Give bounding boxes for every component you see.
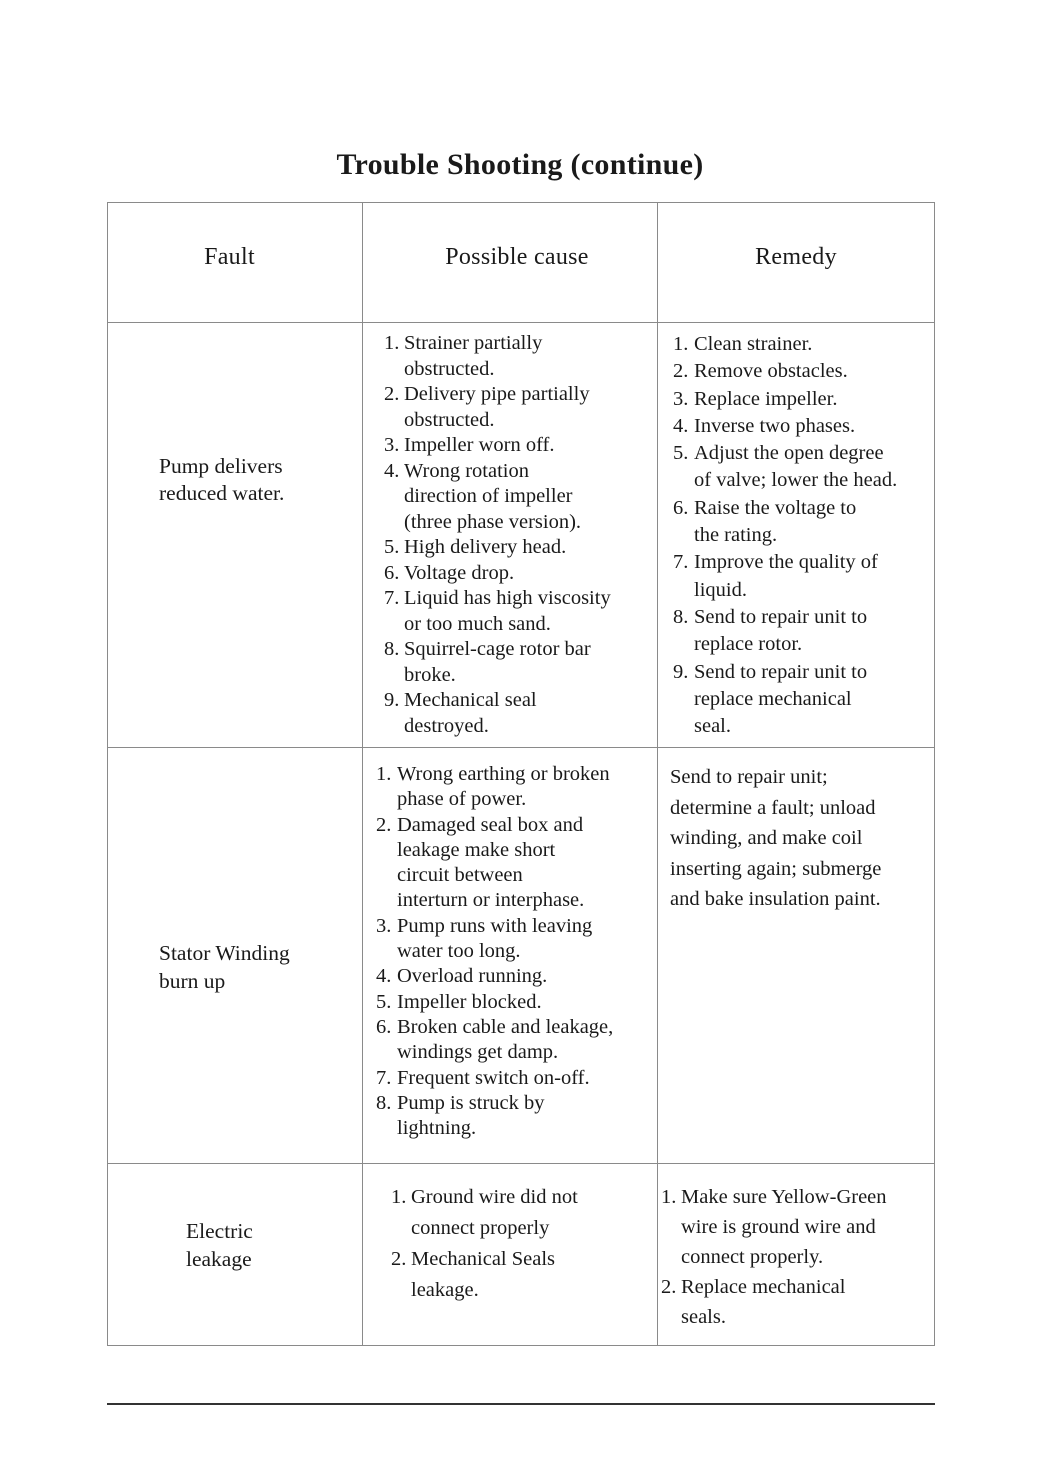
cause-item [376,1066,613,1091]
remedy-list [661,1182,887,1332]
cause-item [376,914,613,939]
item-number: 7. [384,587,400,609]
item-text: Replace impeller. [694,387,838,410]
remedy-item [673,659,897,686]
item-text: Overload running. [397,965,548,988]
item-text: Pump runs with leaving [397,914,593,937]
remedy-item [673,713,897,740]
item-text: leakage make short [397,838,556,861]
item-text: High delivery head. [404,536,567,558]
item-text: connect properly [411,1217,550,1239]
cause-item [391,1182,578,1213]
footer-rule [107,1403,935,1405]
item-text: of valve; lower the head. [694,469,898,492]
remedy-item [673,549,897,576]
remedy-item [670,884,881,915]
item-number: 1. [673,333,689,355]
cause-list [384,331,611,739]
item-text: Remove obstacles. [694,360,848,383]
cause-item [384,688,611,714]
item-number: 1. [661,1186,677,1208]
cause-item [376,813,613,838]
item-text: Liquid has high viscosity [404,587,611,609]
header-fault: Fault [204,244,255,270]
item-text: Mechanical Seals [411,1248,556,1270]
cause-item [384,637,611,663]
remedy-item [670,823,881,854]
item-number: 5. [673,442,689,465]
item-text: or too much sand. [404,612,551,635]
fault-text: reduced water. [159,481,285,505]
cause-item [376,1040,613,1065]
cause-item [376,939,613,964]
header-remedy: Remedy [755,244,837,270]
item-number: 7. [673,551,689,574]
item-text: Voltage drop. [404,561,515,584]
item-text: Squirrel-cage rotor bar [404,638,591,660]
fault-text: Electric [186,1219,253,1243]
column-divider [657,202,658,1346]
item-number: 4. [673,414,689,437]
item-text: Broken cable and leakage, [397,1015,614,1038]
item-text: Clean strainer. [694,333,813,355]
remedy-item [673,467,897,494]
remedy-item [661,1182,887,1212]
remedy-item [673,522,897,549]
item-number: 6. [673,496,689,519]
item-number: 2. [384,383,400,405]
row-divider [107,322,935,323]
item-text: destroyed. [404,714,489,737]
item-text: Delivery pipe partially [404,383,590,405]
remedy-item [673,631,897,658]
item-number: 1. [391,1186,407,1208]
cause-item [376,1015,613,1040]
cause-item [384,459,611,485]
item-text: Send to repair unit to [694,605,868,628]
item-text: inserting again; submerge [670,857,882,880]
remedy-item [661,1302,887,1332]
item-text: windings get damp. [397,1041,559,1064]
cause-item [384,331,611,357]
item-number: 4. [384,459,400,482]
item-number: 9. [384,689,400,711]
item-text: Strainer partially [404,332,543,354]
item-text: circuit between [397,864,523,887]
remedy-item [673,413,897,440]
remedy-item [670,793,881,824]
item-text: seal. [694,715,731,738]
item-text: determine a fault; unload [670,796,876,819]
item-number: 1. [376,763,392,785]
item-text: replace rotor. [694,633,803,656]
item-text: Frequent switch on-off. [397,1066,590,1089]
item-text: leakage. [411,1279,479,1301]
item-text: Damaged seal box and [397,813,584,836]
item-text: Mechanical seal [404,689,537,711]
cause-item [384,535,611,561]
fault-text: Stator Winding [159,941,290,965]
cause-item [391,1244,578,1275]
remedy-item [673,577,897,604]
item-text: Send to repair unit; [670,766,828,788]
remedy-item [673,686,897,713]
cause-list [391,1182,578,1306]
item-text: Pump is struck by [397,1091,545,1114]
fault-text: Pump delivers [159,454,283,478]
item-number: 5. [384,536,400,558]
item-number: 9. [673,660,689,683]
remedy-list [673,331,897,740]
item-text: Impeller blocked. [397,990,542,1013]
item-number: 5. [376,990,392,1013]
item-text: Inverse two phases. [694,414,856,437]
item-text: lightning. [397,1117,477,1140]
item-text: liquid. [694,578,747,601]
cause-item [376,762,613,787]
item-text: Make sure Yellow-Green [681,1186,887,1208]
item-text: seals. [681,1306,726,1328]
cause-item [376,888,613,913]
item-number: 3. [384,434,400,456]
remedy-item [673,386,897,413]
item-text: phase of power. [397,788,527,811]
item-text: Wrong rotation [404,459,529,482]
item-number: 2. [376,813,392,836]
row-divider [107,1163,935,1164]
item-text: wire is ground wire and [681,1216,876,1238]
item-text: (three phase version). [404,510,582,533]
item-number: 6. [384,561,400,584]
item-number: 6. [376,1015,392,1038]
item-number: 8. [376,1091,392,1114]
remedy-item [670,854,881,885]
cause-item [376,964,613,989]
column-divider [362,202,363,1346]
cause-item [384,561,611,587]
item-number: 2. [661,1276,677,1298]
cause-item [384,663,611,689]
item-number: 8. [673,605,689,628]
item-text: connect properly. [681,1246,824,1268]
cause-item [384,408,611,434]
item-text: the rating. [694,524,778,547]
fault-cell [186,1217,253,1273]
item-text: Wrong earthing or broken [397,763,610,785]
cause-item [376,1116,613,1141]
remedy-item [661,1272,887,1302]
cause-item [376,1091,613,1116]
cause-item [384,357,611,383]
cause-item [384,612,611,638]
item-number: 2. [673,360,689,383]
cause-item [391,1275,578,1306]
item-text: Raise the voltage to [694,496,857,519]
cause-item [376,787,613,812]
item-text: interturn or interphase. [397,889,585,912]
page-title: Trouble Shooting (continue) [336,148,704,181]
cause-list [376,762,613,1141]
item-text: broke. [404,663,456,686]
item-text: water too long. [397,940,521,963]
item-number: 3. [673,387,689,410]
item-number: 1. [384,332,400,354]
remedy-item [661,1242,887,1272]
fault-cell [159,453,284,507]
item-number: 8. [384,638,400,660]
fault-cell [159,939,290,995]
item-text: Impeller worn off. [404,434,555,456]
remedy-item [673,495,897,522]
cause-item [376,863,613,888]
cause-item [376,990,613,1015]
cause-item [391,1213,578,1244]
cause-item [384,714,611,740]
remedy-item [673,358,897,385]
item-text: Adjust the open degree [694,442,884,465]
header-possible-cause: Possible cause [445,244,589,270]
fault-text: burn up [159,969,226,993]
cause-item [384,433,611,459]
remedy-item [670,762,881,793]
item-text: and bake insulation paint. [670,888,881,910]
item-text: Replace mechanical [681,1276,846,1298]
item-number: 3. [376,914,392,937]
remedy-list [670,762,881,915]
item-text: obstructed. [404,408,495,431]
item-text: winding, and make coil [670,827,863,849]
item-text: Send to repair unit to [694,660,868,683]
item-text: Improve the quality of [694,551,878,574]
item-text: replace mechanical [694,687,852,710]
remedy-item [661,1212,887,1242]
remedy-item [673,331,897,358]
item-text: Ground wire did not [411,1186,578,1208]
row-divider [107,747,935,748]
item-number: 7. [376,1066,392,1089]
remedy-item [673,440,897,467]
fault-text: leakage [186,1247,252,1271]
cause-item [384,510,611,536]
item-number: 2. [391,1248,407,1270]
cause-item [384,484,611,510]
item-text: obstructed. [404,357,495,380]
item-number: 4. [376,965,392,988]
cause-item [376,838,613,863]
remedy-item [673,604,897,631]
cause-item [384,382,611,408]
cause-item [384,586,611,612]
item-text: direction of impeller [404,485,573,507]
